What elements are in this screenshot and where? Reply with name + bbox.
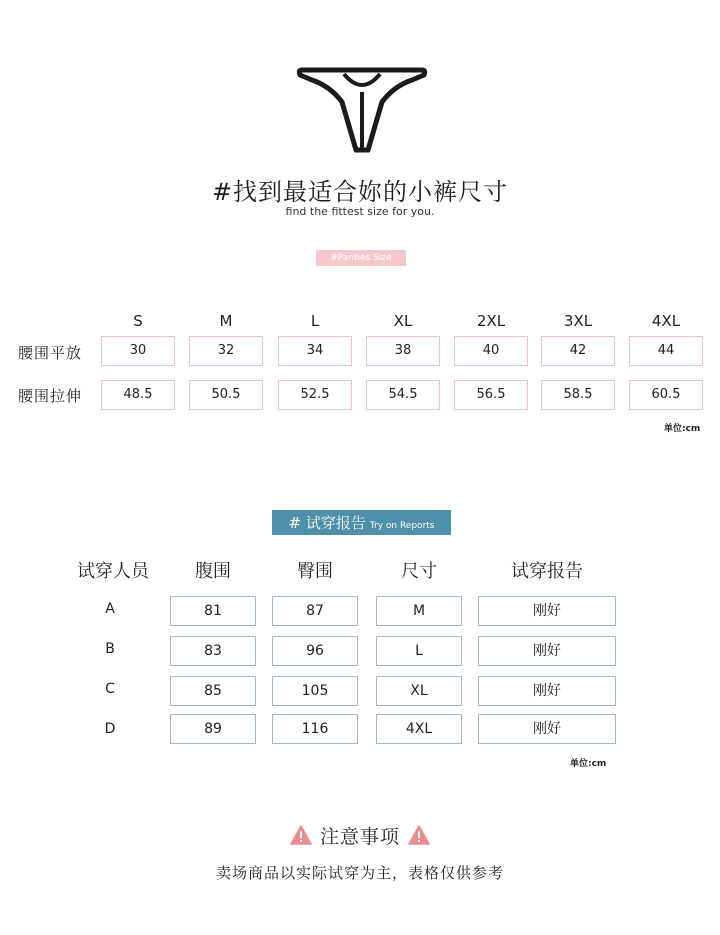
page-title: #找到最适合妳的小裤尺寸 <box>211 178 509 206</box>
size-cell: 52.5 <box>278 380 352 410</box>
size-cell: 54.5 <box>366 380 440 410</box>
size-cell: 60.5 <box>629 380 703 410</box>
size-cell: 42 <box>541 336 615 366</box>
report-header-person: 试穿人员 <box>77 561 149 582</box>
notice-title: 注意事项 <box>319 826 400 848</box>
report-size-cell: L <box>376 636 462 666</box>
size-header-l: L <box>310 312 320 330</box>
report-waist-cell: 81 <box>170 596 256 626</box>
report-size-cell: M <box>376 596 462 626</box>
size-cell: 38 <box>366 336 440 366</box>
report-person-label: B <box>105 641 115 657</box>
size-header-xl: XL <box>393 312 413 330</box>
report-person-label: C <box>105 681 115 697</box>
report-header-waist: 腹围 <box>195 561 231 582</box>
report-hip-cell: 96 <box>272 636 358 666</box>
size-cell: 56.5 <box>454 380 528 410</box>
report-result-cell: 刚好 <box>478 714 616 744</box>
report-result-cell: 刚好 <box>478 676 616 706</box>
size-header-m: M <box>219 312 233 330</box>
report-person-label: D <box>104 721 116 737</box>
report-waist-cell: 83 <box>170 636 256 666</box>
report-person-label: A <box>105 601 115 617</box>
warning-icon <box>408 825 430 845</box>
report-result-cell: 刚好 <box>478 636 616 666</box>
size-header-2xl: 2XL <box>476 312 506 330</box>
size-cell: 50.5 <box>189 380 263 410</box>
notice-text: 卖场商品以实际试穿为主，表格仅供参考 <box>215 864 504 882</box>
report-header-size: 尺寸 <box>401 561 437 582</box>
size-header-4xl: 4XL <box>651 312 681 330</box>
panties-size-tag: #Panties Size <box>316 250 406 266</box>
size-cell: 40 <box>454 336 528 366</box>
report-tag-subtitle: Try on Reports <box>369 521 435 531</box>
report-waist-cell: 89 <box>170 714 256 744</box>
report-waist-cell: 85 <box>170 676 256 706</box>
report-size-cell: 4XL <box>376 714 462 744</box>
panties-outline-icon <box>296 62 428 158</box>
report-header-hip: 臀围 <box>297 561 333 582</box>
row-label-waist-stretch: 腰围拉伸 <box>18 387 83 405</box>
size-header-s: S <box>133 312 143 330</box>
size-cell: 48.5 <box>101 380 175 410</box>
report-unit-label: 单位:cm <box>570 759 607 769</box>
size-cell: 32 <box>189 336 263 366</box>
size-cell: 30 <box>101 336 175 366</box>
report-size-cell: XL <box>376 676 462 706</box>
size-cell: 58.5 <box>541 380 615 410</box>
report-hip-cell: 87 <box>272 596 358 626</box>
report-tag-title: # 试穿报告 <box>288 514 366 532</box>
notice-heading <box>0 822 720 849</box>
size-header-3xl: 3XL <box>563 312 593 330</box>
report-tag <box>272 510 451 535</box>
warning-icon <box>290 825 312 845</box>
report-header-result: 试穿报告 <box>511 561 583 582</box>
page-subtitle: find the fittest size for you. <box>285 205 435 218</box>
size-unit-label: 单位:cm <box>664 424 701 434</box>
report-hip-cell: 116 <box>272 714 358 744</box>
size-cell: 44 <box>629 336 703 366</box>
report-hip-cell: 105 <box>272 676 358 706</box>
size-cell: 34 <box>278 336 352 366</box>
row-label-waist-flat: 腰围平放 <box>18 344 83 362</box>
report-result-cell: 刚好 <box>478 596 616 626</box>
